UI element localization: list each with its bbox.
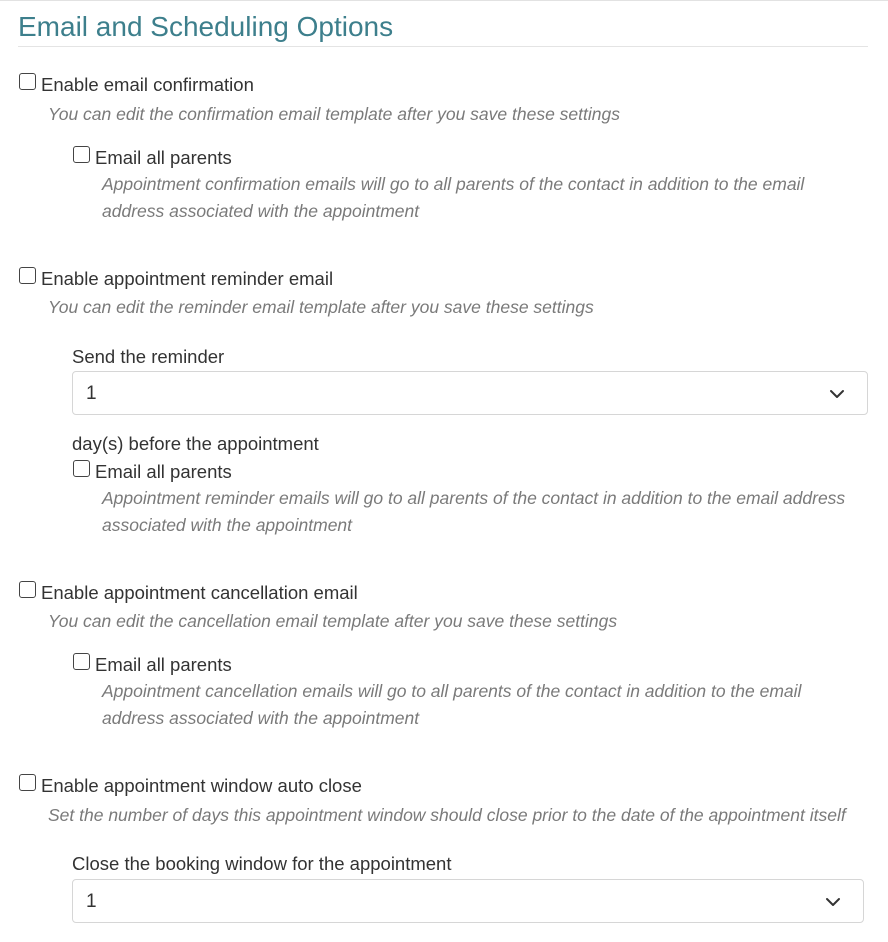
auto-close-days-select[interactable]	[72, 879, 864, 923]
reminder-days-select[interactable]	[72, 371, 868, 415]
confirmation-email-all-parents-checkbox[interactable]	[73, 146, 90, 163]
enable-reminder-email-checkbox[interactable]	[19, 267, 36, 284]
chevron-down-icon	[829, 386, 845, 402]
confirmation-email-all-parents-help: Appointment confirmation emails will go to all parents of the contact in addition to the email address associated with the appointment	[102, 174, 805, 221]
cancellation-email-all-parents-label[interactable]: Email all parents	[95, 654, 232, 675]
enable-auto-close-checkbox[interactable]	[19, 774, 36, 791]
reminder-days-select-value: 1	[86, 383, 97, 404]
reminder-email-all-parents-help: Appointment reminder emails will go to all parents of the contact in addition to the email address associated with the appointment	[102, 488, 846, 535]
reminder-email-all-parents-checkbox[interactable]	[73, 460, 90, 477]
send-reminder-label: Send the reminder	[72, 346, 225, 367]
auto-close-help-text: Set the number of days this appointment window should close prior to the date of the appointment itself	[48, 805, 846, 825]
days-before-label: day(s) before the appointment	[72, 433, 319, 454]
section-title: Email and Scheduling Options	[18, 9, 868, 47]
enable-auto-close-label[interactable]: Enable appointment window auto close	[41, 775, 362, 796]
confirmation-email-all-parents-label[interactable]: Email all parents	[95, 147, 232, 168]
close-booking-window-label: Close the booking window for the appointment	[72, 853, 452, 874]
reminder-help-text: You can edit the reminder email template after you save these settings	[48, 297, 594, 317]
cancellation-help-text: You can edit the cancellation email template after you save these settings	[48, 611, 618, 631]
confirmation-help-text: You can edit the confirmation email template after you save these settings	[48, 104, 620, 124]
enable-reminder-email-label[interactable]: Enable appointment reminder email	[41, 268, 334, 289]
enable-cancellation-email-checkbox[interactable]	[19, 581, 36, 598]
enable-cancellation-email-label[interactable]: Enable appointment cancellation email	[41, 582, 358, 603]
auto-close-days-select-value: 1	[86, 891, 97, 912]
cancellation-email-all-parents-help: Appointment cancellation emails will go to all parents of the contact in addition to the email address associated with the appointment	[102, 681, 802, 728]
enable-email-confirmation-checkbox[interactable]	[19, 73, 36, 90]
chevron-down-icon	[825, 894, 841, 910]
reminder-email-all-parents-label[interactable]: Email all parents	[95, 461, 232, 482]
enable-email-confirmation-label[interactable]: Enable email confirmation	[41, 74, 254, 95]
cancellation-email-all-parents-checkbox[interactable]	[73, 653, 90, 670]
